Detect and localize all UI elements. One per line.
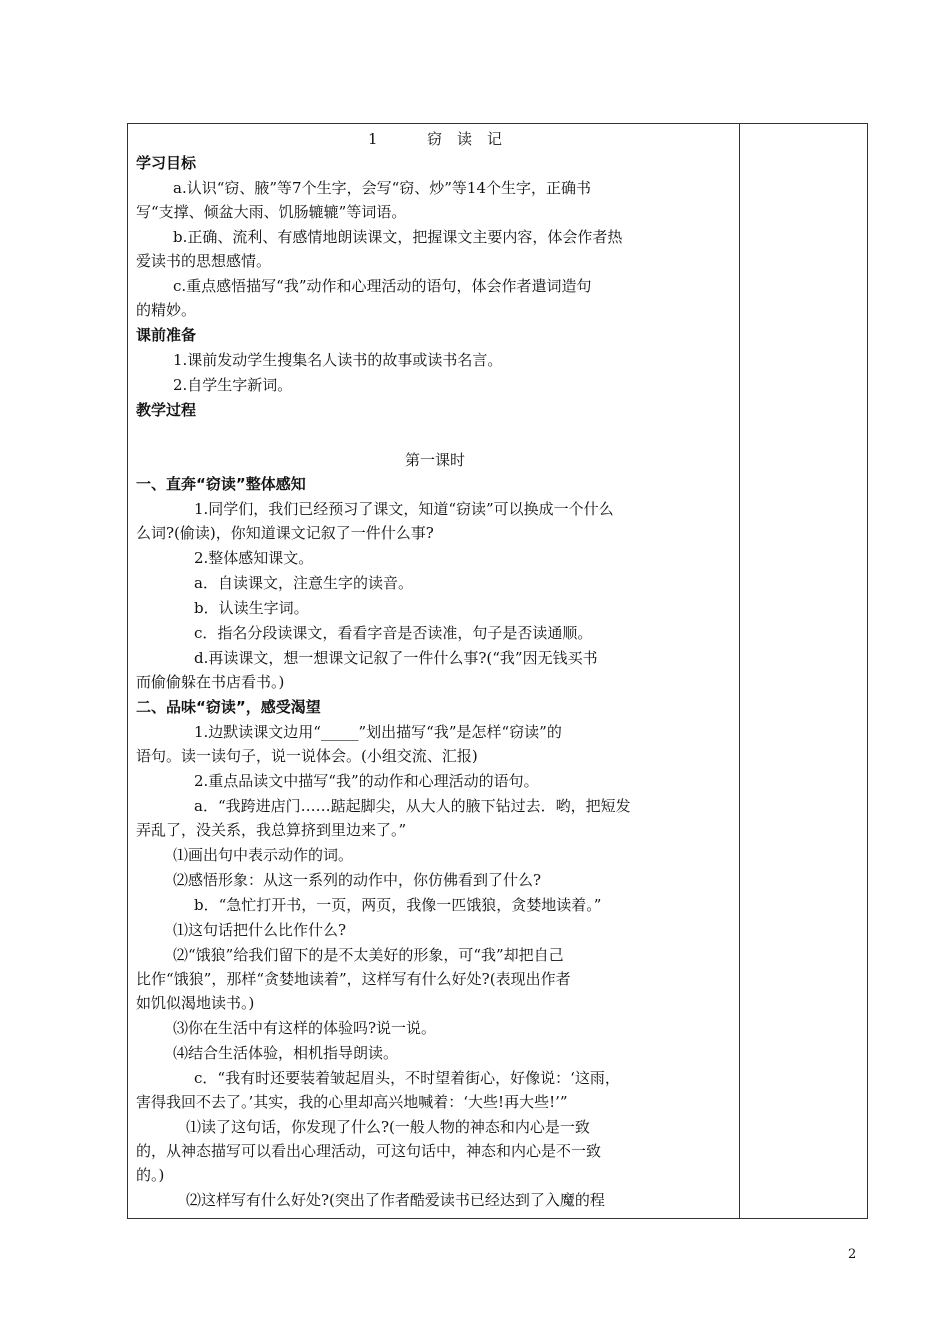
lesson-plan-table: [127, 123, 868, 1219]
goal-b-line2: 爱读书的思想感情。: [136, 252, 272, 270]
heading-prep: 课前准备: [136, 326, 197, 344]
p2-b-question2-line3: 如饥似渴地读书。): [136, 994, 255, 1012]
p2-c-question1-line3: 的。): [136, 1166, 165, 1184]
goal-a-line1: a.认识“窃、腋”等7个生字，会写“窃、炒”等14个生字，正确书: [173, 179, 592, 197]
p2-sub-a-line1: a．“我跨进店门……踮起脚尖，从大人的腋下钻过去．哟，把短发: [194, 797, 631, 815]
p2-sub-c-line1: c．“我有时还要装着皱起眉头，不时望着街心，好像说：‘这雨，: [194, 1069, 620, 1087]
p2-c-question1-line2: 的，从神态描写可以看出心理活动，可这句话中，神态和内心是不一致: [136, 1142, 602, 1160]
p2-b-question2-line1: ⑵“饿狼”给我们留下的是不太美好的形象，可“我”却把自己: [173, 946, 564, 964]
part1-heading: 一、直奔“窃读”整体感知: [136, 475, 306, 493]
goal-a-line2: 写“支撑、倾盆大雨、饥肠辘辘”等词语。: [136, 203, 407, 221]
p1-sub-c: c．指名分段读课文，看看字音是否读准，句子是否读通顺。: [194, 624, 593, 642]
p1-sub-b: b．认读生字词。: [194, 599, 309, 617]
p1-item1-line1: 1.同学们，我们已经预习了课文，知道“窃读”可以换成一个什么: [194, 500, 614, 518]
lesson-name: 窃 读 记: [427, 130, 503, 148]
p2-sub-b: b．“急忙打开书，一页，两页，我像一匹饿狼，贪婪地读着。”: [194, 896, 602, 914]
notes-column-divider: [739, 124, 740, 1218]
p2-sub-a-line2: 弄乱了，没关系，我总算挤到里边来了。”: [136, 821, 407, 839]
p2-a-question1: ⑴画出句中表示动作的词。: [173, 846, 354, 864]
goal-c-line2: 的精妙。: [136, 301, 197, 319]
p2-item2: 2.重点品读文中描写“我”的动作和心理活动的语句。: [194, 772, 539, 790]
p1-sub-d-line2: 而偷偷躲在书店看书。): [136, 673, 285, 691]
p2-c-question2: ⑵这样写有什么好处?(突出了作者酷爱读书已经达到了入魔的程: [186, 1191, 605, 1209]
p2-c-question1-line1: ⑴读了这句话，你发现了什么?(一般人物的神态和内心是一致: [186, 1118, 590, 1136]
p2-item1-line1: 1.边默读课文边用“_____”划出描写“我”是怎样“窃读”的: [194, 723, 562, 741]
lesson-number: 1: [367, 130, 378, 148]
p2-item1-line2: 语句。读一读句子，说一说体会。(小组交流、汇报): [136, 747, 478, 765]
p2-b-question1: ⑴这句话把什么比作什么?: [173, 921, 347, 939]
part2-heading: 二、品味“窃读”，感受渴望: [136, 698, 321, 716]
p2-a-question2: ⑵感悟形象：从这一系列的动作中，你仿佛看到了什么?: [173, 871, 542, 889]
goal-c-line1: c.重点感悟描写“我”动作和心理活动的语句，体会作者遣词造句: [173, 277, 592, 295]
heading-goals: 学习目标: [136, 154, 197, 172]
prep-item-2: 2.自学生字新词。: [173, 376, 293, 394]
goal-b-line1: b.正确、流利、有感情地朗读课文，把握课文主要内容，体会作者热: [173, 228, 623, 246]
p2-sub-c-line2: 害得我回不去了。’其实，我的心里却高兴地喊着：‘大些!再大些!’”: [136, 1093, 568, 1111]
lesson-title: [136, 127, 734, 151]
p1-item2: 2.整体感知课文。: [194, 549, 314, 567]
p1-sub-a: a．自读课文，注意生字的读音。: [194, 574, 413, 592]
p2-b-question2-line2: 比作“饿狼”，那样“贪婪地读着”，这样写有什么好处?(表现出作者: [136, 970, 571, 988]
p1-item1-line2: 么词?(偷读)，你知道课文记叙了一件什么事?: [136, 524, 434, 542]
p2-b-question4: ⑷结合生活体验，相机指导朗读。: [173, 1044, 399, 1062]
page-number: 2: [848, 1247, 857, 1262]
lesson-period-heading: 第一课时: [404, 451, 465, 469]
prep-item-1: 1.课前发动学生搜集名人读书的故事或读书名言。: [173, 351, 503, 369]
heading-process: 教学过程: [136, 401, 197, 419]
p2-b-question3: ⑶你在生活中有这样的体验吗?说一说。: [173, 1019, 437, 1037]
p1-sub-d-line1: d.再读课文，想一想课文记叙了一件什么事?(“我”因无钱买书: [194, 649, 598, 667]
